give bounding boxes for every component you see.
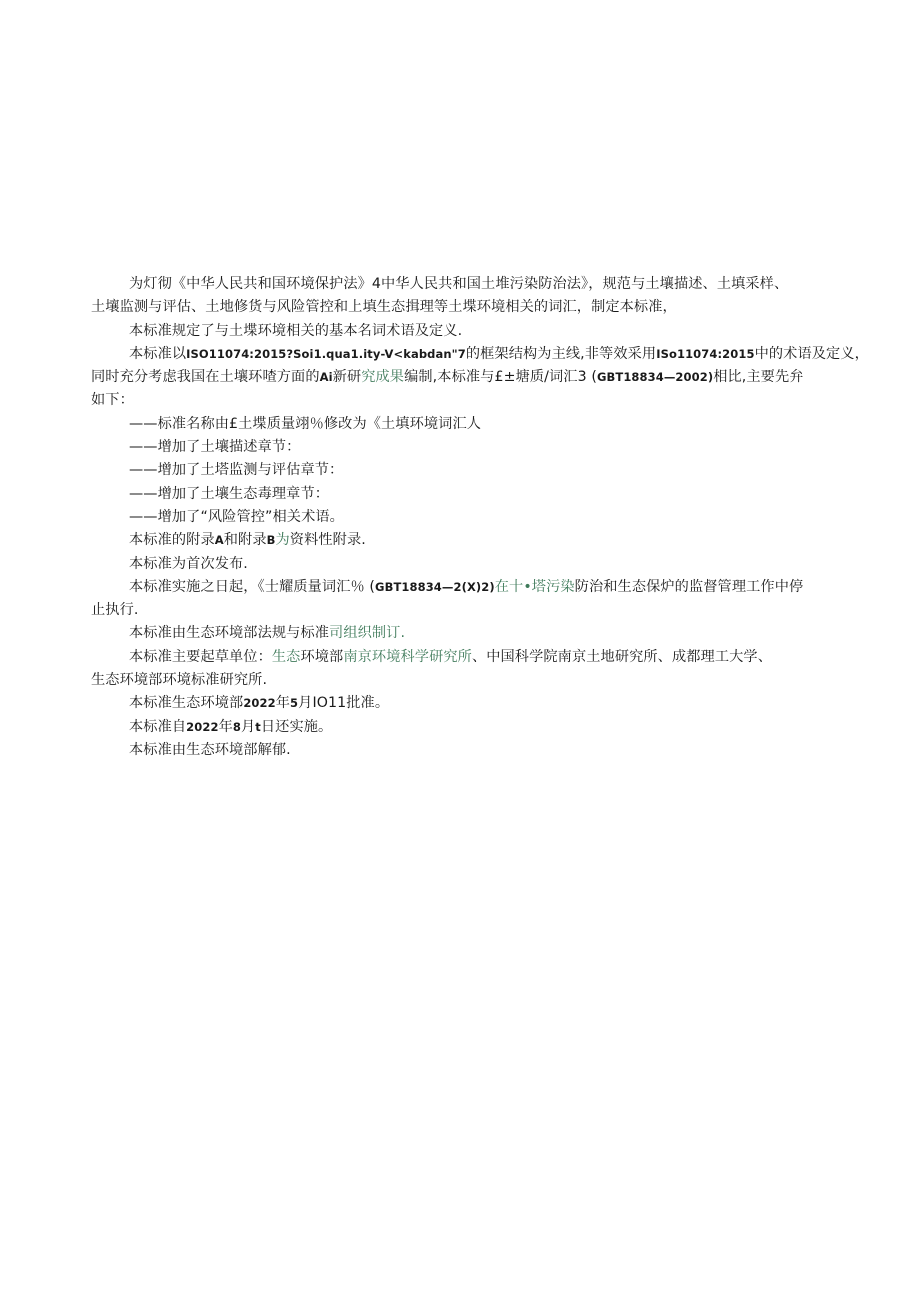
highlighted-text: 生态 <box>271 648 301 665</box>
standard-code: ISO11074:2015?Soi1.qua1.ity-V<kabdan"7 <box>186 346 466 361</box>
text-run: 的框架结构为主线,非等效采用 <box>465 345 657 362</box>
date-part: 2022 <box>186 719 219 734</box>
change-item: ——增加了土壤描述章节： <box>129 439 301 456</box>
text-run: 本标准以 <box>129 345 187 362</box>
paragraph-scope: 本标准规定了与土堞环境相关的基本名词术语及定义. <box>129 322 463 339</box>
text-run: 同时充分考虑我国在土壤环喳方面的 <box>91 369 320 386</box>
date-part: IO11 <box>312 695 347 712</box>
standard-code: GBT18834—2(X)2) <box>375 579 495 594</box>
highlighted-text: 为 <box>275 532 290 549</box>
paragraph-line <box>91 646 829 669</box>
standard-code: ISo11074:2015 <box>656 346 755 361</box>
text-run: 本标准生态环境部 <box>129 695 244 712</box>
text-run: 本标准自 <box>129 718 187 735</box>
paragraph-line: 生态环境部环境标准研究所. <box>91 672 268 689</box>
text-run: 防治和生态保炉的监督管理工作中停 <box>574 578 804 595</box>
paragraph-appendix <box>91 529 829 552</box>
paragraph-first-release: 本标准为首次发布. <box>129 555 248 572</box>
paragraph-basis <box>91 343 869 413</box>
text-run: 批准。 <box>346 695 390 712</box>
change-item: ——增加了土塔监测与评估章节： <box>129 462 344 479</box>
highlighted-text: 在十•塔 <box>494 578 547 595</box>
paragraph-line: 土壤监测与评估、土地修货与风险管控和上填生态揖理等土堞环境相关的词汇，制定本标准， <box>91 299 677 316</box>
text-run: A <box>214 533 224 548</box>
text-run: B <box>266 533 276 548</box>
text-run: 月 <box>298 695 313 712</box>
text-run: 月 <box>240 718 256 735</box>
paragraph-interpretation: 本标准由生态环境部解郁. <box>129 741 291 758</box>
change-item: ——增加了“风险管控”相关术语。 <box>129 508 344 525</box>
text-run: 年 <box>218 718 233 735</box>
date-part: 5 <box>290 696 299 711</box>
text-run: 本标准的附录 <box>129 532 215 549</box>
change-item: ——标准名称由£土堞质量翊％修改为《土填环境词汇人 <box>129 415 482 432</box>
highlighted-text: 污染 <box>546 578 575 595</box>
paragraph-line <box>91 343 869 366</box>
text-run: 年 <box>275 695 291 712</box>
highlighted-text: 南京环境科学研究所 <box>343 648 472 665</box>
paragraph-drafters <box>91 646 829 693</box>
date-part: 2022 <box>243 696 276 711</box>
highlighted-text: 司组织制订. <box>329 625 406 642</box>
standard-code: GBT18834—2002) <box>596 370 714 385</box>
text-run: 环境部 <box>300 648 344 665</box>
text-run: 本标准实施之日起，《士耀质量词汇％ ( <box>129 578 376 595</box>
paragraph-purpose <box>91 273 829 320</box>
paragraph-replacement <box>91 576 829 623</box>
text-run: 日还实施。 <box>260 718 333 735</box>
date-part: 8 <box>232 719 241 734</box>
date-part: t <box>255 719 261 734</box>
text-run: 本标准由生态环境部法规与标准 <box>129 625 330 642</box>
paragraph-approval <box>91 692 829 715</box>
text-run: 编制,本标准与£±塘质/词汇3 ( <box>404 369 597 386</box>
paragraph-organizer <box>91 622 829 645</box>
foreword-body <box>91 273 869 762</box>
text-run: Ai <box>319 370 333 385</box>
text-run: 资料性附录. <box>289 532 366 549</box>
paragraph-line: 如下： <box>91 392 134 409</box>
text-run: 新研 <box>332 369 362 386</box>
paragraph-line <box>91 576 829 599</box>
change-item: ——增加了土壤生态毒理章节： <box>129 485 330 502</box>
paragraph-line: 止执行. <box>91 602 139 619</box>
text-run: 、中国科学院南京土地研究所、成都理工大学、 <box>471 648 772 665</box>
paragraph-line <box>91 366 829 389</box>
text-run: 相比,主要先弁 <box>713 369 804 386</box>
paragraph-line: 为灯彻《中华人民共和国环境保护法》4中华人民共和国土堆污染防治法》，规范与土壤描述、土填采样、 <box>129 276 789 292</box>
text-run: 本标准主要起草单位： <box>129 648 272 665</box>
text-run: 和附录 <box>223 532 267 549</box>
text-run: 中的术语及定义， <box>754 345 869 362</box>
paragraph-effective <box>91 716 829 739</box>
highlighted-text: 究成果 <box>361 369 405 386</box>
